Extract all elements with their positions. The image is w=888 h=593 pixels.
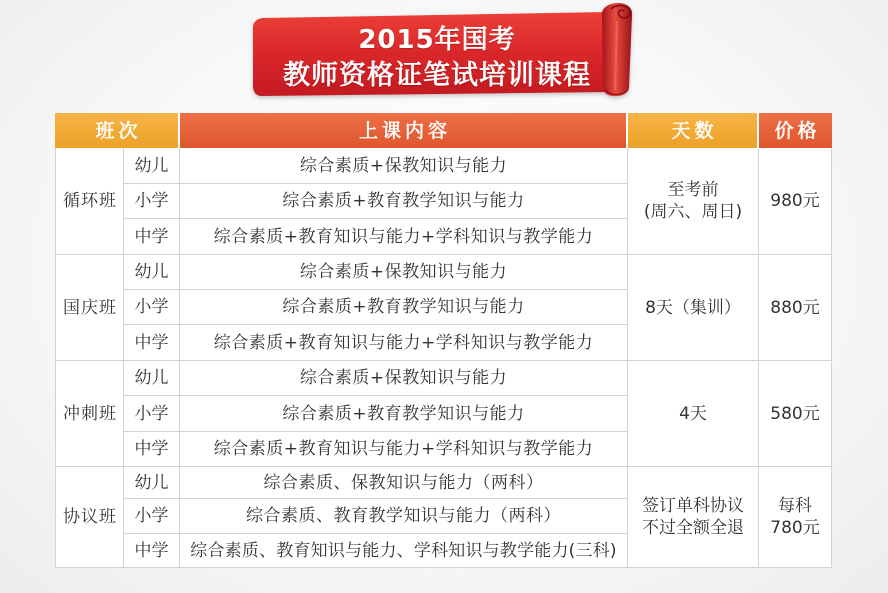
course-table [55, 113, 832, 568]
days-line: 至考前 [667, 180, 719, 200]
level-cell: 小学 [124, 396, 180, 432]
price-line: 580元 [770, 403, 820, 424]
class-name-cell: 冲刺班 [55, 361, 124, 467]
content-cell: 综合素质、保教知识与能力（两科） [180, 467, 628, 499]
price-line: 780元 [770, 518, 820, 538]
content-cell: 综合素质+教育知识与能力+学科知识与教学能力 [180, 325, 628, 361]
content-cell: 综合素质+保教知识与能力 [180, 361, 628, 396]
content-cell: 综合素质、教育教学知识与能力（两科） [180, 499, 628, 534]
days-line: 4天 [679, 403, 707, 424]
days-cell [628, 467, 759, 568]
header-price-cell: 价格 [759, 113, 832, 148]
content-cell: 综合素质+保教知识与能力 [180, 255, 628, 290]
days-line: 8天（集训） [645, 297, 741, 318]
class-name-cell: 协议班 [55, 467, 124, 568]
level-cell: 中学 [124, 534, 180, 568]
days-line: 不过全额全退 [642, 518, 744, 538]
level-cell: 幼儿 [124, 255, 180, 290]
price-cell [759, 361, 832, 467]
content-cell: 综合素质+教育知识与能力+学科知识与教学能力 [180, 432, 628, 467]
header-content-cell: 上课内容 [180, 113, 628, 148]
price-cell [759, 467, 832, 568]
content-cell: 综合素质+教育教学知识与能力 [180, 290, 628, 325]
days-cell [628, 361, 759, 467]
level-cell: 小学 [124, 184, 180, 219]
price-line: 每科 [778, 496, 812, 516]
level-cell: 中学 [124, 432, 180, 467]
level-cell: 幼儿 [124, 467, 180, 499]
level-cell: 小学 [124, 499, 180, 534]
days-cell [628, 148, 759, 255]
class-name-cell: 国庆班 [55, 255, 124, 361]
header-days-cell: 天数 [628, 113, 759, 148]
level-cell: 幼儿 [124, 148, 180, 184]
content-cell: 综合素质+教育教学知识与能力 [180, 184, 628, 219]
class-name-cell: 循环班 [55, 148, 124, 255]
content-cell: 综合素质+教育知识与能力+学科知识与教学能力 [180, 219, 628, 255]
days-line: 签订单科协议 [642, 496, 744, 516]
level-cell: 小学 [124, 290, 180, 325]
level-cell: 中学 [124, 325, 180, 361]
price-line: 980元 [770, 191, 820, 211]
header-class-cell: 班次 [55, 113, 180, 148]
content-cell: 综合素质+保教知识与能力 [180, 148, 628, 184]
price-line: 880元 [770, 297, 820, 318]
level-cell: 幼儿 [124, 361, 180, 396]
price-cell [759, 255, 832, 361]
days-line: (周六、周日) [643, 202, 743, 222]
level-cell: 中学 [124, 219, 180, 255]
title-line-1: 2015年国考 [358, 25, 516, 55]
content-cell: 综合素质+教育教学知识与能力 [180, 396, 628, 432]
price-cell [759, 148, 832, 255]
title-line-2: 教师资格证笔试培训课程 [283, 60, 591, 91]
days-cell [628, 255, 759, 361]
content-cell: 综合素质、教育知识与能力、学科知识与教学能力(三科) [180, 534, 628, 568]
